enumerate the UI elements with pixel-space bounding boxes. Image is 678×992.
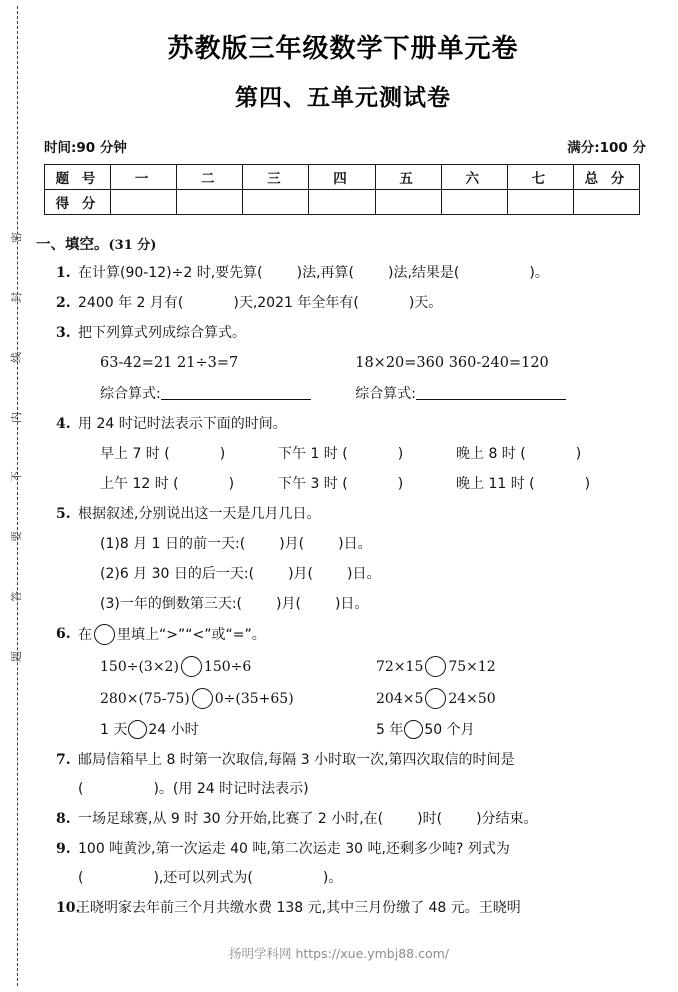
question-4-item-4-label: 上午 12 时 ( bbox=[100, 475, 179, 492]
question-4-item-5-close: ) bbox=[397, 475, 404, 492]
question-6-pair-6-circle[interactable] bbox=[404, 720, 423, 739]
question-6-row-2 bbox=[56, 688, 652, 710]
section-heading bbox=[36, 233, 652, 254]
question-4-item-6 bbox=[456, 474, 636, 495]
question-5-item-1 bbox=[56, 534, 652, 555]
question-4-item-5 bbox=[278, 474, 456, 495]
question-4-item-2-close: ) bbox=[397, 445, 404, 462]
score-cell-6[interactable] bbox=[441, 190, 507, 215]
score-table-col-2: 二 bbox=[177, 165, 243, 190]
question-5-item-2-tail: )日。 bbox=[347, 565, 381, 582]
question-1-text-a: 在计算(90-12)÷2 时,要先算( bbox=[78, 265, 263, 281]
question-7-line-2 bbox=[56, 779, 652, 800]
question-6-pair-3-circle[interactable] bbox=[192, 688, 213, 709]
margin-char-5: 要 bbox=[9, 531, 23, 543]
score-table-col-3: 三 bbox=[243, 165, 309, 190]
question-7 bbox=[34, 750, 652, 800]
question-6-prompt bbox=[56, 624, 652, 646]
score-cell-total[interactable] bbox=[573, 190, 639, 215]
exam-duration-label: 时间:90 分钟 bbox=[44, 140, 127, 156]
question-6-pair-5-right: 24 小时 bbox=[148, 721, 199, 738]
section-points: (31 分) bbox=[108, 238, 157, 253]
question-6-pair-6-right: 50 个月 bbox=[424, 721, 475, 738]
question-4-number: 4. bbox=[56, 415, 71, 432]
question-1-body bbox=[56, 263, 652, 284]
score-table-col-7: 七 bbox=[507, 165, 573, 190]
question-4-item-3-close: ) bbox=[575, 445, 582, 462]
question-6-pair-3-left: 280×(75-75) bbox=[100, 690, 190, 707]
question-5-item-1-tail: )日。 bbox=[338, 535, 372, 552]
question-6-pair-4-right: 24×50 bbox=[448, 690, 496, 707]
question-1-text-b: )法,再算( bbox=[296, 265, 354, 281]
question-5-item-3-tail: )日。 bbox=[334, 595, 369, 612]
question-8-body bbox=[56, 809, 652, 830]
question-2-number: 2. bbox=[56, 295, 71, 311]
question-6-pair-2-circle[interactable] bbox=[425, 656, 446, 677]
score-cell-3[interactable] bbox=[243, 190, 309, 215]
page-title: 苏教版三年级数学下册单元卷 bbox=[167, 34, 519, 64]
question-2-text-b: )天,2021 年全年有( bbox=[233, 295, 359, 311]
score-cell-1[interactable] bbox=[111, 190, 177, 215]
question-6-pair-4 bbox=[376, 688, 652, 710]
exam-page bbox=[34, 0, 652, 992]
question-4-item-3-label: 晚上 8 时 ( bbox=[456, 445, 526, 462]
question-5-item-3-mid: )月( bbox=[276, 595, 301, 612]
question-3-expression-left: 63-42=21 21÷3=7 bbox=[100, 355, 239, 371]
question-9-number: 9. bbox=[56, 840, 71, 857]
section-heading-text: 一、填空。 bbox=[36, 237, 109, 253]
question-5-item-1-lead: (1)8 月 1 日的前一天:( bbox=[100, 535, 246, 552]
margin-char-4: 不 bbox=[9, 471, 23, 483]
score-table-col-6: 六 bbox=[441, 165, 507, 190]
table-row-question-numbers bbox=[45, 165, 640, 190]
question-2-text-a: 2400 年 2 月有( bbox=[78, 295, 184, 311]
question-3-answer-right bbox=[355, 384, 652, 405]
question-3-number: 3. bbox=[56, 325, 71, 341]
question-4-prompt: 用 24 时记时法表示下面的时间。 bbox=[78, 415, 287, 432]
question-5-item-3-lead: (3)一年的倒数第三天:( bbox=[100, 595, 243, 612]
question-5-item-2-mid: )月( bbox=[288, 565, 314, 582]
question-5 bbox=[34, 504, 652, 615]
score-cell-2[interactable] bbox=[177, 190, 243, 215]
question-7-line-1: 邮局信箱早上 8 时第一次取信,每隔 3 小时取一次,第四次取信的时间是 bbox=[78, 751, 515, 768]
question-5-number: 5. bbox=[56, 505, 71, 522]
question-3-expression-right: 18×20=360 360-240=120 bbox=[355, 355, 549, 371]
question-1-number: 1. bbox=[56, 265, 71, 281]
question-10-line-1: 王晓明家去年前三个月共缴水费 138 元,其中三月份缴了 48 元。王晓明 bbox=[76, 899, 521, 916]
margin-char-0: 密 bbox=[9, 232, 23, 243]
question-6-pair-3 bbox=[100, 688, 376, 710]
question-6-prompt-a: 在 bbox=[78, 626, 92, 643]
margin-seal-note bbox=[4, 232, 28, 662]
score-cell-5[interactable] bbox=[375, 190, 441, 215]
question-2-body bbox=[56, 293, 652, 314]
question-3-answer-left bbox=[100, 384, 355, 405]
question-3-answer-blank-right[interactable] bbox=[416, 386, 566, 400]
exam-total-score-label: 满分:100 分 bbox=[567, 140, 646, 156]
question-1 bbox=[34, 263, 652, 284]
question-8-text-c: )分结束。 bbox=[476, 810, 538, 827]
question-9-line-2-open: ( bbox=[78, 869, 84, 886]
score-cell-7[interactable] bbox=[507, 190, 573, 215]
question-6-prompt-circle bbox=[94, 624, 115, 645]
question-4-row-1 bbox=[56, 444, 652, 465]
question-3-answer-label-right: 综合算式: bbox=[355, 385, 416, 402]
question-6-pair-4-left: 204×5 bbox=[376, 690, 424, 707]
question-2 bbox=[34, 293, 652, 314]
question-5-item-1-mid: )月( bbox=[279, 535, 305, 552]
question-4-row-2 bbox=[56, 474, 652, 495]
question-6-pair-3-right: 0÷(35+65) bbox=[214, 690, 294, 707]
question-9-line-2-mid: ),还可以列式为( bbox=[153, 869, 253, 886]
question-4-item-6-label: 晚上 11 时 ( bbox=[456, 475, 535, 492]
question-6-pair-6 bbox=[376, 720, 652, 741]
score-table-col-total: 总 分 bbox=[573, 165, 639, 190]
question-3-expressions bbox=[56, 353, 652, 375]
question-6-row-3 bbox=[56, 720, 652, 741]
question-4-item-3 bbox=[456, 444, 636, 465]
score-table bbox=[44, 164, 640, 215]
question-6 bbox=[34, 624, 652, 741]
question-10-number: 10. bbox=[56, 899, 81, 916]
question-6-pair-2-right: 75×12 bbox=[448, 658, 496, 675]
question-4-item-5-label: 下午 3 时 ( bbox=[278, 475, 348, 492]
question-4-item-1 bbox=[100, 444, 278, 465]
question-6-pair-6-left: 5 年 bbox=[376, 721, 404, 738]
question-6-pair-1 bbox=[100, 656, 376, 678]
question-7-line-2-open: ( bbox=[78, 780, 84, 797]
question-6-pair-1-left: 150÷(3×2) bbox=[100, 658, 179, 675]
question-9 bbox=[34, 839, 652, 889]
score-table-col-5: 五 bbox=[375, 165, 441, 190]
question-10 bbox=[34, 898, 652, 919]
question-6-pair-2-left: 72×15 bbox=[376, 658, 424, 675]
question-8-number: 8. bbox=[56, 810, 71, 827]
question-6-pair-1-circle[interactable] bbox=[181, 656, 202, 677]
question-1-text-d: )。 bbox=[529, 265, 549, 281]
question-7-line-2-close: )。(用 24 时记时法表示) bbox=[153, 780, 309, 797]
question-4-item-6-close: ) bbox=[584, 475, 591, 492]
question-4 bbox=[34, 414, 652, 495]
question-9-line-1: 100 吨黄沙,第一次运走 40 吨,第二次运走 30 吨,还剩多少吨? 列式为 bbox=[78, 840, 510, 857]
score-table-col-1: 一 bbox=[111, 165, 177, 190]
question-1-text-c: )法,结果是( bbox=[387, 265, 460, 281]
margin-char-7: 题 bbox=[9, 650, 23, 662]
margin-char-3: 内 bbox=[9, 411, 23, 423]
question-6-pair-5-circle[interactable] bbox=[128, 720, 147, 739]
exam-meta-row bbox=[34, 136, 652, 156]
score-table-col-4: 四 bbox=[309, 165, 375, 190]
question-6-pair-4-circle[interactable] bbox=[425, 688, 446, 709]
question-6-pair-5 bbox=[100, 720, 376, 741]
question-4-item-4-close: ) bbox=[228, 475, 235, 492]
page-subtitle: 第四、五单元测试卷 bbox=[235, 85, 451, 111]
question-3-answer-label-left: 综合算式: bbox=[100, 385, 161, 402]
table-row-scores bbox=[45, 190, 640, 215]
question-6-row-1 bbox=[56, 656, 652, 678]
margin-char-1: 封 bbox=[9, 291, 23, 303]
question-2-text-c: )天。 bbox=[408, 295, 443, 311]
question-4-item-2-label: 下午 1 时 ( bbox=[278, 445, 348, 462]
question-9-line-2 bbox=[56, 868, 652, 889]
score-table-head-label: 题 号 bbox=[45, 165, 111, 190]
question-3-answer-row bbox=[56, 384, 652, 405]
score-table-score-label: 得 分 bbox=[45, 190, 111, 215]
question-3-answer-blank-left[interactable] bbox=[161, 386, 311, 400]
question-6-number: 6. bbox=[56, 625, 71, 642]
question-4-item-4 bbox=[100, 474, 278, 495]
question-3 bbox=[34, 323, 652, 405]
question-4-item-1-label: 早上 7 时 ( bbox=[100, 445, 170, 462]
question-7-number: 7. bbox=[56, 751, 71, 768]
question-4-item-1-close: ) bbox=[219, 445, 226, 462]
score-cell-4[interactable] bbox=[309, 190, 375, 215]
question-6-pair-2 bbox=[376, 656, 652, 678]
question-5-item-2 bbox=[56, 564, 652, 585]
question-8-text-a: 一场足球赛,从 9 时 30 分开始,比赛了 2 小时,在( bbox=[78, 810, 384, 827]
margin-char-2: 线 bbox=[9, 351, 23, 363]
question-3-prompt: 把下列算式列成综合算式。 bbox=[78, 325, 246, 341]
footer-watermark: 扬明学科网 https://xue.ymbj88.com/ bbox=[228, 946, 450, 961]
question-5-item-3 bbox=[56, 594, 652, 615]
margin-char-6: 答 bbox=[9, 591, 23, 603]
question-5-prompt: 根据叙述,分别说出这一天是几月几日。 bbox=[78, 505, 321, 522]
question-8-text-b: )时( bbox=[417, 810, 443, 827]
question-6-pair-1-right: 150÷6 bbox=[203, 658, 252, 675]
question-6-prompt-b: 里填上“>”“<”或“=”。 bbox=[117, 626, 266, 643]
question-6-pair-5-left: 1 天 bbox=[100, 721, 128, 738]
question-9-line-2-close: )。 bbox=[322, 869, 343, 886]
question-4-item-2 bbox=[278, 444, 456, 465]
question-8 bbox=[34, 809, 652, 830]
question-5-item-2-lead: (2)6 月 30 日的后一天:( bbox=[100, 565, 255, 582]
